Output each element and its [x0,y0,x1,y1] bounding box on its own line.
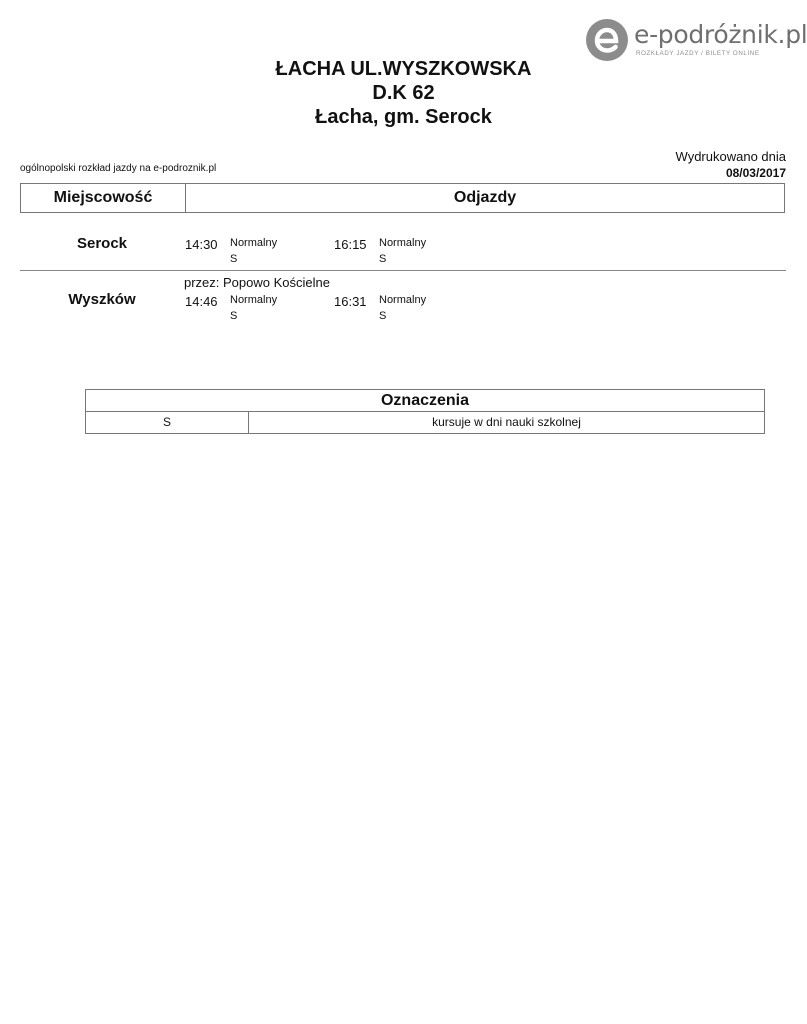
departure-time: 14:30 [185,237,218,252]
service-mark: S [379,310,387,322]
legend-title: Oznaczenia [86,390,764,412]
ticket-type: Normalny [379,237,427,249]
legend-table [85,389,765,434]
destination-column-header: Miejscowość [21,184,186,212]
departures-column-header: Odjazdy [453,189,517,206]
ticket-type: Normalny [379,294,427,306]
ticket-type: Normalny [230,237,278,249]
departure-time: 14:46 [185,294,218,309]
destination-serock: Serock [76,235,128,252]
service-mark: S [230,310,238,322]
printed-date: 08/03/2017 [725,166,786,180]
brand-tagline: ROZKŁADY JAZDY / BILETY ONLINE [636,50,760,57]
departure-time: 16:31 [334,294,367,309]
source-note: ogólnopolski rozkład jazdy na e-podroznik.pl [20,163,217,174]
legend-symbol: S [86,412,249,433]
print-info [676,148,786,182]
service-mark: S [230,253,238,265]
legend-description: kursuje w dni nauki szkolnej [432,415,581,429]
destination-wyszkow: Wyszków [68,291,136,308]
service-mark: S [379,253,387,265]
brand-name: e-podróżnik.pl [634,20,807,49]
timetable-header [20,183,785,213]
ticket-type: Normalny [230,294,278,306]
printed-label: Wydrukowano dnia [675,149,786,164]
row-divider [20,270,786,271]
e-letter-icon [586,19,628,61]
route-via: przez: Popowo Kościelne [184,275,330,290]
stop-locality: Łacha, gm. Serock [315,106,492,128]
stop-code: D.K 62 [372,82,435,104]
departure-time: 16:15 [334,237,367,252]
stop-name: ŁACHA UL.WYSZKOWSKA [275,58,532,80]
